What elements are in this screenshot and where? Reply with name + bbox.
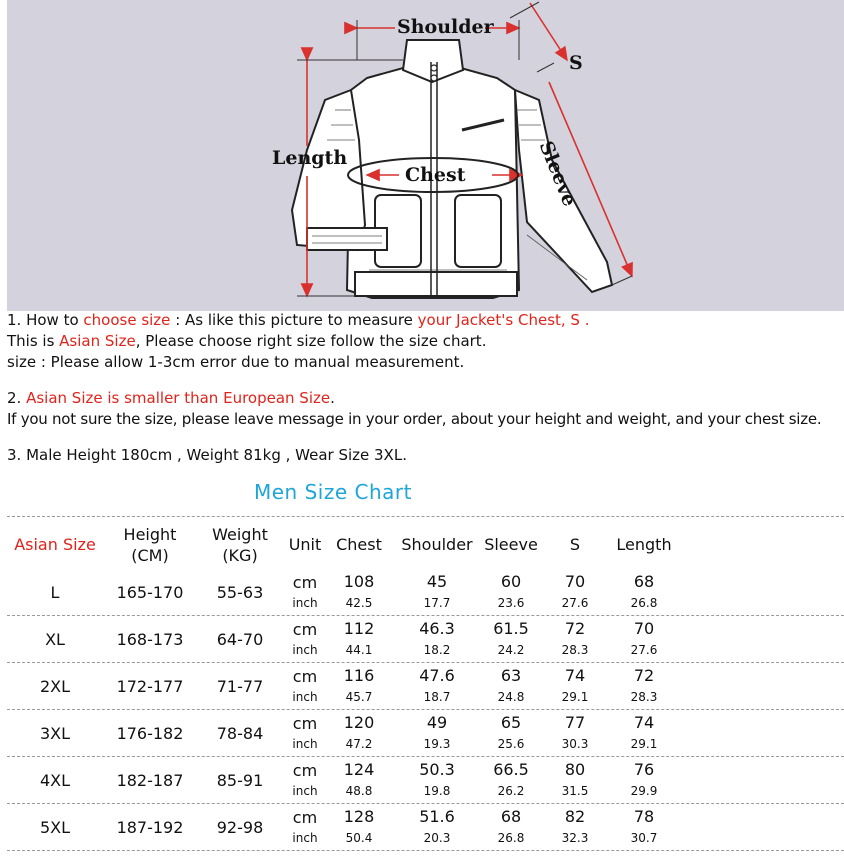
row-weight: 92-98 (216, 818, 264, 837)
row-length-cm: 74 (633, 713, 655, 732)
row-sleeve-cm: 63 (500, 666, 522, 685)
row-chest-inch: 45.7 (345, 690, 373, 704)
length-label: Length (272, 147, 348, 169)
row-height: 172-177 (116, 677, 184, 696)
row-shoulder-cm: 49 (426, 713, 448, 732)
unit-cm-label: cm (292, 714, 318, 733)
table-divider (7, 756, 844, 757)
row-length-inch: 27.6 (630, 643, 658, 657)
row-shoulder-inch: 18.7 (423, 690, 451, 704)
note-text: : As like this picture to measure (170, 311, 418, 329)
note-text: This is (7, 332, 60, 350)
note-1-line-2 (7, 331, 486, 352)
row-chest-inch: 42.5 (345, 596, 373, 610)
row-chest-cm: 108 (343, 572, 375, 591)
row-sleeve-inch: 23.6 (497, 596, 525, 610)
row-shoulder-inch: 18.2 (423, 643, 451, 657)
row-sleeve-inch: 26.8 (497, 831, 525, 845)
row-shoulder-cm: 46.3 (419, 619, 455, 638)
row-size: 2XL (39, 677, 71, 696)
row-length-inch: 29.9 (630, 784, 658, 798)
row-weight: 64-70 (216, 630, 264, 649)
row-s-cm: 74 (564, 666, 586, 685)
header-weight (197, 524, 283, 566)
note-text: 1. How to (7, 311, 84, 329)
row-length-cm: 70 (633, 619, 655, 638)
row-shoulder-cm: 47.6 (419, 666, 455, 685)
shoulder-label: Shoulder (397, 16, 494, 38)
row-length-inch: 29.1 (630, 737, 658, 751)
row-size: 4XL (39, 771, 71, 790)
row-height: 165-170 (116, 583, 184, 602)
size-chart-title: Men Size Chart (254, 480, 412, 504)
header-height-name: Height (123, 525, 177, 544)
jacket-measurement-illustration (7, 0, 844, 311)
header-sleeve: Sleeve (484, 535, 538, 554)
note-1-line-1 (7, 310, 589, 331)
row-height: 182-187 (116, 771, 184, 790)
row-length-cm: 76 (633, 760, 655, 779)
table-divider (7, 662, 844, 663)
row-length-cm: 78 (633, 807, 655, 826)
jacket-drawing (7, 0, 844, 311)
row-weight: 78-84 (216, 724, 264, 743)
row-length-inch: 30.7 (630, 831, 658, 845)
table-divider (7, 615, 844, 616)
unit-cm-label: cm (292, 573, 318, 592)
unit-inch-label: inch (292, 690, 318, 704)
row-shoulder-inch: 19.8 (423, 784, 451, 798)
table-divider (7, 803, 844, 804)
row-s-cm: 72 (564, 619, 586, 638)
table-divider (7, 850, 844, 851)
unit-cm-label: cm (292, 620, 318, 639)
row-s-cm: 70 (564, 572, 586, 591)
row-length-cm: 72 (633, 666, 655, 685)
row-size: L (50, 583, 60, 602)
note-2-line-2: If you not sure the size, please leave message in your order, about your height and weight, and your chest size. (7, 410, 822, 428)
row-chest-inch: 47.2 (345, 737, 373, 751)
note-text: . (330, 389, 335, 407)
row-chest-cm: 128 (343, 807, 375, 826)
row-sleeve-inch: 25.6 (497, 737, 525, 751)
row-chest-cm: 116 (343, 666, 375, 685)
row-chest-cm: 112 (343, 619, 375, 638)
row-s-cm: 82 (564, 807, 586, 826)
note-2-line-1 (7, 388, 335, 409)
unit-inch-label: inch (292, 737, 318, 751)
note-3: 3. Male Height 180cm , Weight 81kg , Wear Size 3XL. (7, 446, 407, 464)
note-1-line-3: size : Please allow 1-3cm error due to manual measurement. (7, 353, 465, 371)
chest-label: Chest (405, 164, 466, 186)
unit-cm-label: cm (292, 808, 318, 827)
unit-inch-label: inch (292, 643, 318, 657)
row-chest-cm: 120 (343, 713, 375, 732)
row-chest-inch: 44.1 (345, 643, 373, 657)
row-shoulder-cm: 45 (426, 572, 448, 591)
table-divider (7, 516, 844, 517)
row-size: 3XL (39, 724, 71, 743)
header-height (103, 524, 197, 566)
row-sleeve-inch: 24.2 (497, 643, 525, 657)
row-shoulder-inch: 20.3 (423, 831, 451, 845)
row-length-inch: 26.8 (630, 596, 658, 610)
row-shoulder-cm: 50.3 (419, 760, 455, 779)
row-height: 187-192 (116, 818, 184, 837)
s-label: S (569, 52, 583, 74)
row-height: 168-173 (116, 630, 184, 649)
row-sleeve-inch: 24.8 (497, 690, 525, 704)
header-weight-unit: (KG) (222, 546, 258, 565)
header-asian-size: Asian Size (14, 535, 96, 554)
row-s-inch: 30.3 (561, 737, 589, 751)
row-s-inch: 28.3 (561, 643, 589, 657)
row-shoulder-inch: 19.3 (423, 737, 451, 751)
unit-inch-label: inch (292, 831, 318, 845)
row-shoulder-cm: 51.6 (419, 807, 455, 826)
row-chest-cm: 124 (343, 760, 375, 779)
row-s-cm: 77 (564, 713, 586, 732)
row-size: XL (45, 630, 65, 649)
header-weight-name: Weight (212, 525, 268, 544)
row-s-cm: 80 (564, 760, 586, 779)
row-s-inch: 32.3 (561, 831, 589, 845)
header-chest: Chest (336, 535, 382, 554)
row-length-inch: 28.3 (630, 690, 658, 704)
row-sleeve-cm: 66.5 (493, 760, 529, 779)
note-highlight: Asian Size is smaller than European Size (26, 389, 331, 407)
row-chest-inch: 50.4 (345, 831, 373, 845)
unit-inch-label: inch (292, 784, 318, 798)
header-unit: Unit (288, 535, 322, 554)
unit-cm-label: cm (292, 761, 318, 780)
row-sleeve-cm: 65 (500, 713, 522, 732)
row-height: 176-182 (116, 724, 184, 743)
row-weight: 71-77 (216, 677, 264, 696)
row-length-cm: 68 (633, 572, 655, 591)
unit-inch-label: inch (292, 596, 318, 610)
row-sleeve-cm: 68 (500, 807, 522, 826)
header-height-unit: (CM) (131, 546, 169, 565)
header-length: Length (616, 535, 672, 554)
note-highlight: Asian Size (59, 332, 136, 350)
table-divider (7, 709, 844, 710)
row-chest-inch: 48.8 (345, 784, 373, 798)
row-sleeve-cm: 61.5 (493, 619, 529, 638)
row-size: 5XL (39, 818, 71, 837)
unit-cm-label: cm (292, 667, 318, 686)
note-highlight: your Jacket's Chest, S . (417, 311, 590, 329)
header-shoulder: Shoulder (401, 535, 473, 554)
row-sleeve-cm: 60 (500, 572, 522, 591)
note-text: , Please choose right size follow the size chart. (135, 332, 487, 350)
row-s-inch: 27.6 (561, 596, 589, 610)
header-s: S (569, 535, 581, 554)
row-weight: 55-63 (216, 583, 264, 602)
row-s-inch: 29.1 (561, 690, 589, 704)
note-text: 2. (7, 389, 27, 407)
sleeve-label: Sleeve (534, 138, 581, 210)
note-highlight: choose size (83, 311, 171, 329)
row-weight: 85-91 (216, 771, 264, 790)
row-shoulder-inch: 17.7 (423, 596, 451, 610)
row-s-inch: 31.5 (561, 784, 589, 798)
row-sleeve-inch: 26.2 (497, 784, 525, 798)
